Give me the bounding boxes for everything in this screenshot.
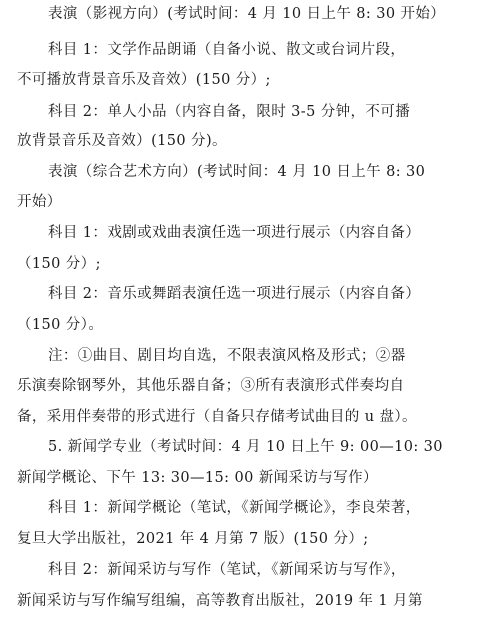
note-line: 注：①曲目、剧目均自选，不限表演风格及形式；②器 [48, 348, 406, 364]
subject-2-line: 科目 2：单人小品（内容自备，限时 3-5 分钟，不可播 [48, 104, 411, 120]
performance-arts-heading: 表演（综合艺术方向）(考试时间：4 月 10 日上午 8: 30 [48, 164, 426, 180]
journalism-continued: 新闻学概论、下午 13: 30—15: 00 新闻采访与写作） [17, 470, 378, 486]
note-continued: 乐演奏除钢琴外，其他乐器自备；③所有表演形式伴奏均自 [17, 378, 405, 394]
subject-2-line: 科目 2：新闻采访与写作（笔试，《新闻采访与写作》， [48, 562, 406, 578]
journalism-heading: 5. 新闻学专业（考试时间：4 月 10 日上午 9: 00—10: 30 [48, 439, 443, 455]
subject-1-line: 科目 1：新闻学概论（笔试，《新闻学概论》，李良荣著， [48, 500, 421, 516]
subject-1-line: 科目 1：文学作品朗诵（自备小说、散文或台词片段， [48, 42, 406, 58]
subject-1-continued: 不可播放背景音乐及音效）(150 分）; [17, 72, 271, 88]
subject-2-line: 科目 2：音乐或舞蹈表演任选一项进行展示（内容自备） [48, 286, 421, 302]
subject-1-continued: 复旦大学出版社，2021 年 4 月第 7 版）(150 分）; [17, 531, 369, 547]
subject-2-continued: 新闻采访与写作编写组编，高等教育出版社，2019 年 1 月第 [17, 593, 423, 609]
subject-1-score: （150 分）; [17, 256, 101, 272]
note-continued: 备，采用伴奏带的形式进行（自备只存储考试曲目的 u 盘）。 [17, 409, 417, 425]
subject-2-continued: 放背景音乐及音效）(150 分)。 [17, 133, 227, 149]
performance-arts-continued: 开始） [17, 194, 62, 210]
subject-2-score: （150 分）。 [17, 317, 104, 333]
subject-1-line: 科目 1：戏剧或戏曲表演任选一项进行展示（内容自备） [48, 225, 421, 241]
performance-film-heading: 表演（影视方向）(考试时间：4 月 10 日上午 8: 30 开始） [48, 6, 446, 22]
